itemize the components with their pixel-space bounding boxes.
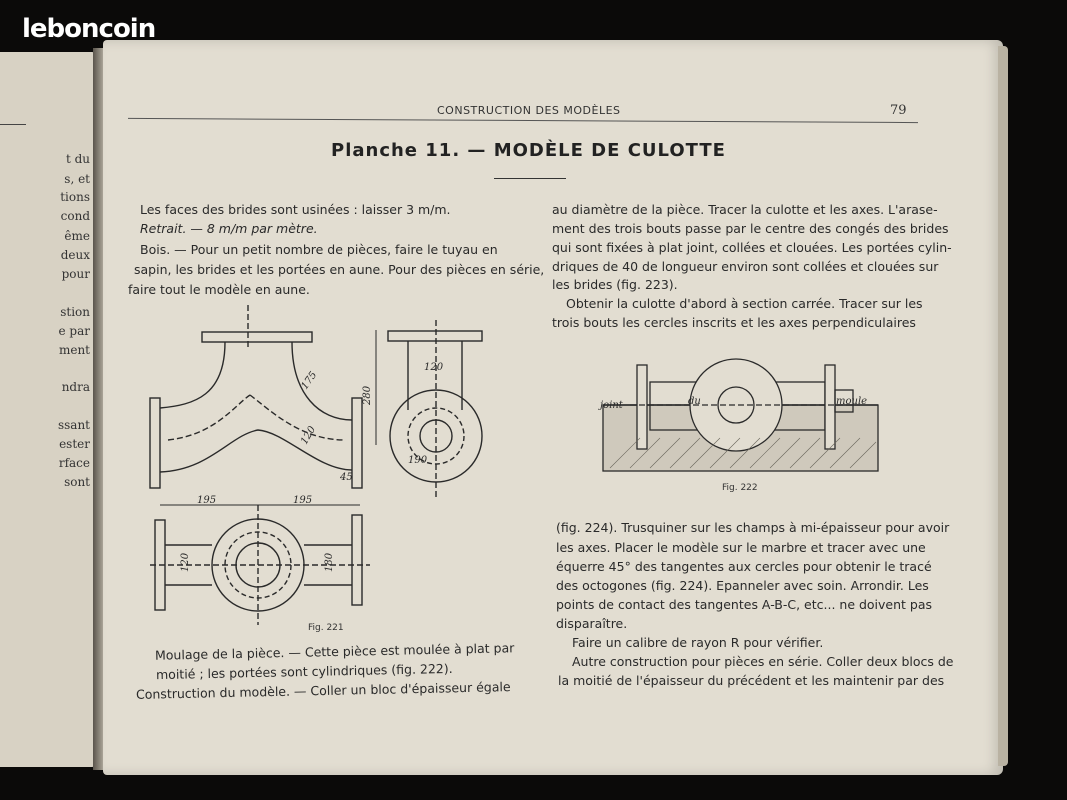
dimension-label: 120 xyxy=(180,552,191,572)
text-line: moitié ; les portées sont cylindriques (fig. 222). xyxy=(155,660,453,683)
dimension-label: 280 xyxy=(362,385,373,405)
text-line: qui sont fixées à plat joint, collées et clouées. Les portées cylin- xyxy=(552,240,952,255)
dimension-label: 120 xyxy=(424,362,444,373)
dimension-label: 195 xyxy=(293,495,313,506)
text-line: les brides (fig. 223). xyxy=(552,277,678,292)
text-line: Autre construction pour pièces en série. Coller deux blocs de xyxy=(572,654,954,669)
running-header: CONSTRUCTION DES MODÈLES xyxy=(437,104,621,117)
text-line: trois bouts les cercles inscrits et les axes perpendiculaires xyxy=(552,315,916,330)
text-line: disparaître. xyxy=(556,616,628,631)
text-line: points de contact des tangentes A-B-C, etc... ne doivent pas xyxy=(556,597,933,612)
dimension-label: 195 xyxy=(197,495,217,506)
text-fragment: tions xyxy=(60,190,90,204)
text-fragment: ndra xyxy=(61,380,90,394)
text-fragment: ment xyxy=(58,343,90,357)
text-line: (fig. 224). Trusquiner sur les champs à mi-épaisseur pour avoir xyxy=(556,520,950,535)
text-fragment: stion xyxy=(60,305,90,319)
dimension-label: 175 xyxy=(299,369,320,392)
text-line: équerre 45° des tangentes aux cercles pour obtenir le tracé xyxy=(556,559,932,574)
page-number: 79 xyxy=(890,103,907,118)
text-fragment: cond xyxy=(60,209,90,223)
text-line: driques de 40 de longueur environ sont collées et clouées sur xyxy=(552,259,939,274)
text-fragment: e par xyxy=(58,324,90,338)
leboncoin-logo: leboncoin xyxy=(22,14,156,44)
text-line: ment des trois bouts passe par le centre des congés des brides xyxy=(552,221,949,236)
dimension-label: 120 xyxy=(299,424,319,447)
text-line: Construction du modèle. — Coller un bloc d'épaisseur égale xyxy=(135,679,511,702)
figure-221-caption: Fig. 221 xyxy=(308,623,344,633)
text-fragment: rface xyxy=(58,456,90,470)
figure-222-label: moule xyxy=(836,396,868,407)
text-line: faire tout le modèle en aune. xyxy=(128,282,310,297)
figure-222-label: du xyxy=(688,396,701,407)
text-fragment: deux xyxy=(60,248,90,262)
text-fragment: t du xyxy=(65,152,90,166)
text-line: des octogones (fig. 224). Epanneler avec soin. Arrondir. Les xyxy=(556,578,929,593)
text-line: Les faces des brides sont usinées : laisser 3 m/m. xyxy=(140,202,451,217)
text-line: Faire un calibre de rayon R pour vérifier. xyxy=(572,635,824,650)
text-fragment: ester xyxy=(59,437,90,451)
text-line: sapin, les brides et les portées en aune. Pour des pièces en série, xyxy=(134,262,545,277)
plate-title: Planche 11. — MODÈLE DE CULOTTE xyxy=(331,140,726,161)
text-fragment: ssant xyxy=(57,418,90,432)
figure-222-label: joint xyxy=(600,400,623,411)
dimension-label: 190 xyxy=(408,455,428,466)
dimension-label: 45 xyxy=(340,472,353,483)
text-line: la moitié de l'épaisseur du précédent et les maintenir par des xyxy=(558,673,945,688)
text-fragment: ême xyxy=(64,229,90,243)
text-line: Moulage de la pièce. — Cette pièce est moulée à plat par xyxy=(154,640,515,663)
dimension-label: 180 xyxy=(324,552,335,572)
text-line: Obtenir la culotte d'abord à section carrée. Tracer sur les xyxy=(566,296,923,311)
text-fragment: sont xyxy=(64,475,90,489)
text-line: au diamètre de la pièce. Tracer la culotte et les axes. L'arase- xyxy=(552,202,938,217)
figure-222-caption: Fig. 222 xyxy=(722,483,758,493)
text-line: les axes. Placer le modèle sur le marbre et tracer avec une xyxy=(556,540,926,555)
text-line: Bois. — Pour un petit nombre de pièces, faire le tuyau en xyxy=(140,242,498,257)
text-fragment: s, et xyxy=(64,172,90,186)
text-line: Retrait. — 8 m/m par mètre. xyxy=(140,221,318,236)
text-fragment: pour xyxy=(61,267,90,281)
